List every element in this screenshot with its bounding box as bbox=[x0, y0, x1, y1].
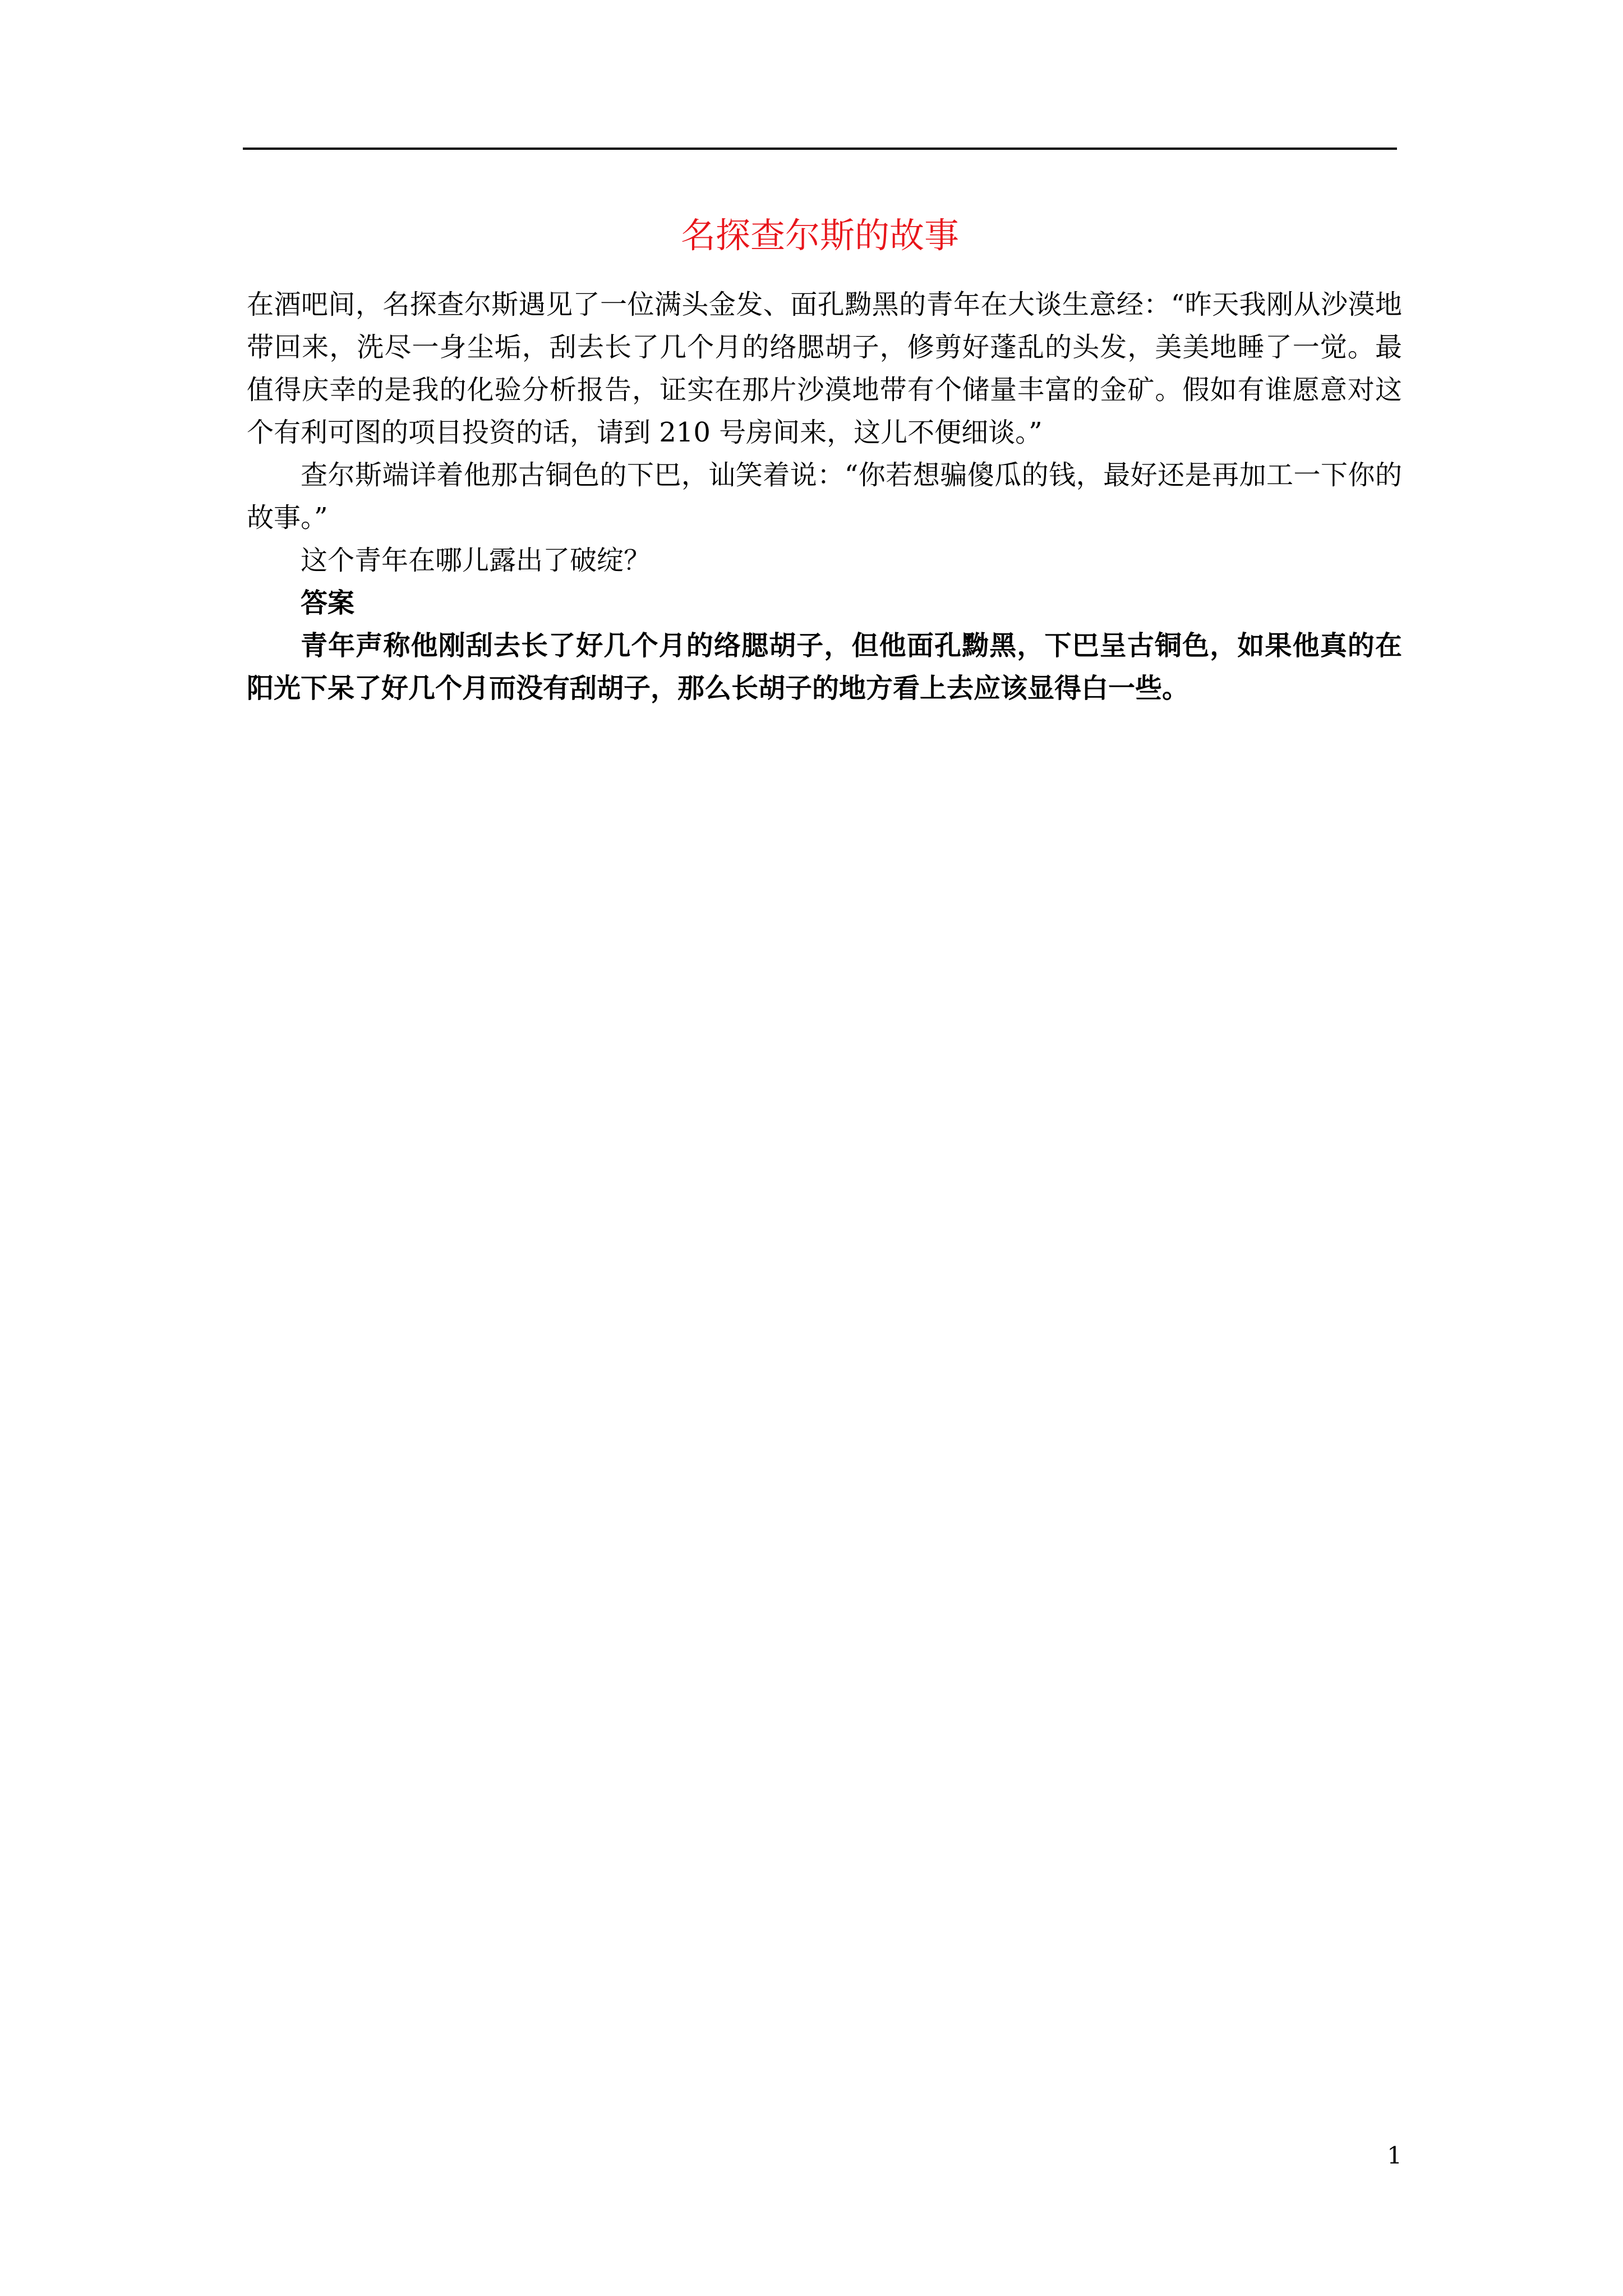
answer-text: 青年声称他刚刮去长了好几个月的络腮胡子，但他面孔黝黑，下巴呈古铜色，如果他真的在阳光下呆了好几个月而没有刮胡子，那么长胡子的地方看上去应该显得白一些。 bbox=[247, 630, 1402, 704]
story-paragraph: 查尔斯端详着他那古铜色的下巴，讪笑着说：“你若想骗傻瓜的钱，最好还是再加工一下你的故事。” bbox=[247, 459, 1402, 533]
answer-label: 答案 bbox=[301, 587, 355, 619]
document-title: 名探查尔斯的故事 bbox=[680, 215, 959, 256]
header-rule bbox=[243, 148, 1397, 150]
page-number: 1 bbox=[1387, 2142, 1402, 2169]
story-paragraph: 在酒吧间，名探查尔斯遇见了一位满头金发、面孔黝黑的青年在大谈生意经：“昨天我刚从沙漠地带回来，洗尽一身尘垢，刮去长了几个月的络腮胡子，修剪好蓬乱的头发，美美地睡了一觉。最值得庆幸的是我的化验分析报告，证实在那片沙漠地带有个储量丰富的金矿。假如有谁愿意对这个有利可图的项目投资的话，请到 210 号房间来，这儿不便细谈。” bbox=[247, 289, 1402, 448]
question-paragraph: 这个青年在哪儿露出了破绽？ bbox=[301, 545, 651, 576]
document-body bbox=[247, 283, 1402, 710]
